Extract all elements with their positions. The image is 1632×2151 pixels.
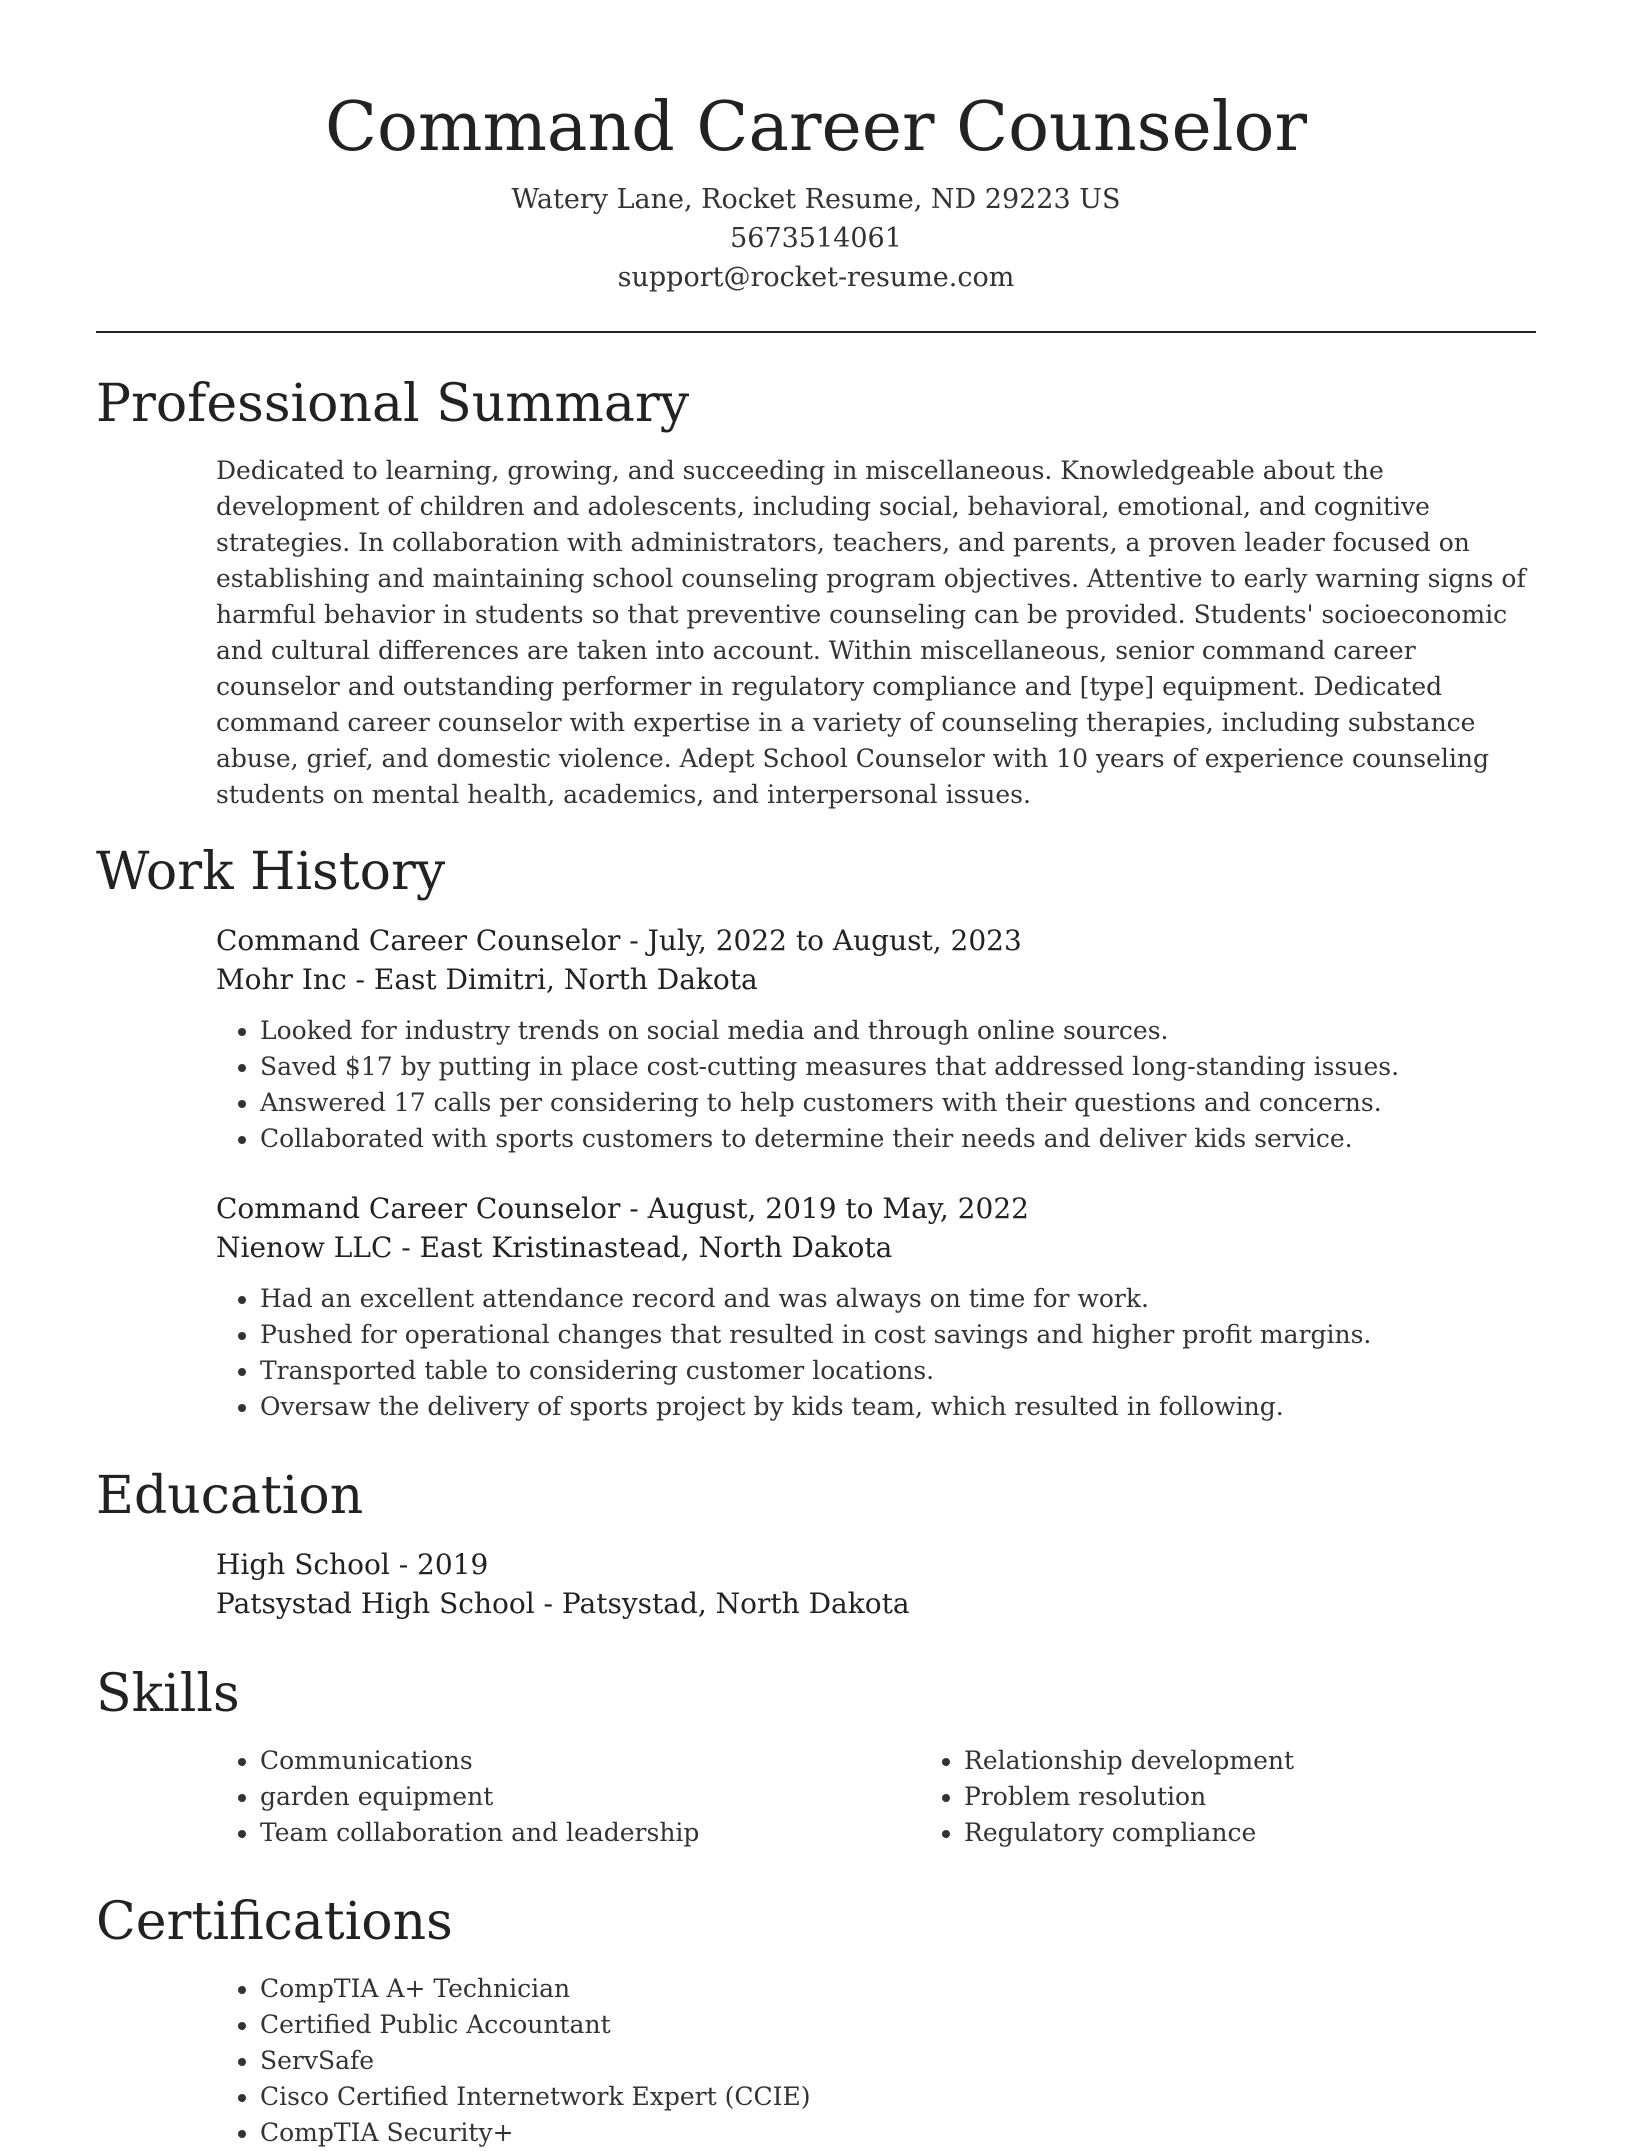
- job-location: - East Kristinastead, North Dakota: [392, 1231, 893, 1264]
- list-item: • Certified Public Accountant: [260, 2007, 1536, 2043]
- section-skills: [96, 1663, 1536, 1851]
- education-degree: High School: [216, 1548, 390, 1581]
- section-title-summary: Professional Summary: [96, 374, 690, 434]
- list-item: • Saved $17 by putting in place cost-cutting measures that addressed long-standing issues.: [260, 1049, 1536, 1085]
- list-item: • Relationship development: [964, 1743, 1624, 1779]
- address: Watery Lane, Rocket Resume, ND 29223 US: [511, 184, 1121, 215]
- list-item: • Looked for industry trends on social media and through online sources.: [260, 1013, 1536, 1049]
- job-bullets: [216, 1013, 1536, 1157]
- section-work-history: [96, 841, 1536, 1425]
- section-education: [96, 1465, 1536, 1623]
- skills-list-right: [920, 1743, 1624, 1851]
- list-item: • CompTIA Security+: [260, 2115, 1536, 2151]
- list-item: • Cisco Certified Internetwork Expert (CCIE): [260, 2079, 1536, 2115]
- job-entry: [216, 921, 1536, 1157]
- list-item: • Regulatory compliance: [964, 1815, 1624, 1851]
- list-item: • Had an excellent attendance record and was always on time for work.: [260, 1281, 1536, 1317]
- education-school: Patsystad High School: [216, 1587, 535, 1620]
- section-certifications: [96, 1891, 1536, 2151]
- skills-list-left: [216, 1743, 920, 1851]
- job-location: - East Dimitri, North Dakota: [346, 963, 758, 996]
- job-title-line: [216, 921, 1536, 960]
- list-item: • Problem resolution: [964, 1779, 1624, 1815]
- list-item: • garden equipment: [260, 1779, 920, 1815]
- candidate-name: Command Career Counselor: [325, 88, 1307, 167]
- job-company: Nienow LLC: [216, 1231, 393, 1264]
- job-bullets: [216, 1281, 1536, 1425]
- section-title-certifications: Certifications: [96, 1892, 453, 1952]
- certifications-list: [216, 1971, 1536, 2151]
- list-item: • Team collaboration and leadership: [260, 1815, 920, 1851]
- section-title-skills: Skills: [96, 1664, 240, 1724]
- job-dates: - August, 2019 to May, 2022: [620, 1192, 1029, 1225]
- summary-text: Dedicated to learning, growing, and succeeding in miscellaneous. Knowledgeable about the development of children and adolescents, including social, behavioral, emotional, and cognitive strategies. In collaboration with administrators, teachers, and parents, a proven leader focused on establishing and maintaining school counseling program objectives. Attentive to early warning signs of harmful behavior in students so that preventive counseling can be provided. Students' socioeconomic and cultural differences are taken into account. Within miscellaneous, senior command career counselor and outstanding performer in regulatory compliance and [type] equipment. Dedicated command career counselor with expertise in a variety of counseling therapies, including substance abuse, grief, and domestic violence. Adept School Counselor with 10 years of experience counseling students on mental health, academics, and interpersonal issues.: [216, 456, 1526, 809]
- job-title: Command Career Counselor: [216, 924, 621, 957]
- email: support@rocket-resume.com: [617, 262, 1015, 293]
- header-divider: [96, 331, 1536, 333]
- section-title-work: Work History: [96, 842, 446, 902]
- list-item: • Communications: [260, 1743, 920, 1779]
- list-item: • Oversaw the delivery of sports project by kids team, which resulted in following.: [260, 1389, 1536, 1425]
- section-professional-summary: [96, 373, 1536, 813]
- list-item: • Pushed for operational changes that resulted in cost savings and higher profit margins.: [260, 1317, 1536, 1353]
- job-title-line: [216, 1189, 1536, 1228]
- resume-header: [96, 0, 1536, 297]
- job-title: Command Career Counselor: [216, 1192, 621, 1225]
- contact-block: [96, 180, 1536, 297]
- job-company-line: [216, 960, 1536, 999]
- list-item: • ServSafe: [260, 2043, 1536, 2079]
- education-year: - 2019: [389, 1548, 489, 1581]
- education-school-line: [216, 1584, 1536, 1623]
- skills-grid: [216, 1743, 1536, 1851]
- education-location: - Patsystad, North Dakota: [534, 1587, 910, 1620]
- job-company: Mohr Inc: [216, 963, 347, 996]
- section-title-education: Education: [96, 1466, 364, 1526]
- list-item: • Answered 17 calls per considering to help customers with their questions and concerns.: [260, 1085, 1536, 1121]
- phone: 5673514061: [730, 223, 902, 254]
- job-company-line: [216, 1228, 1536, 1267]
- education-degree-line: [216, 1545, 1536, 1584]
- job-dates: - July, 2022 to August, 2023: [620, 924, 1022, 957]
- list-item: • Collaborated with sports customers to determine their needs and deliver kids service.: [260, 1121, 1536, 1157]
- job-entry: [216, 1189, 1536, 1425]
- list-item: • CompTIA A+ Technician: [260, 1971, 1536, 2007]
- list-item: • Transported table to considering customer locations.: [260, 1353, 1536, 1389]
